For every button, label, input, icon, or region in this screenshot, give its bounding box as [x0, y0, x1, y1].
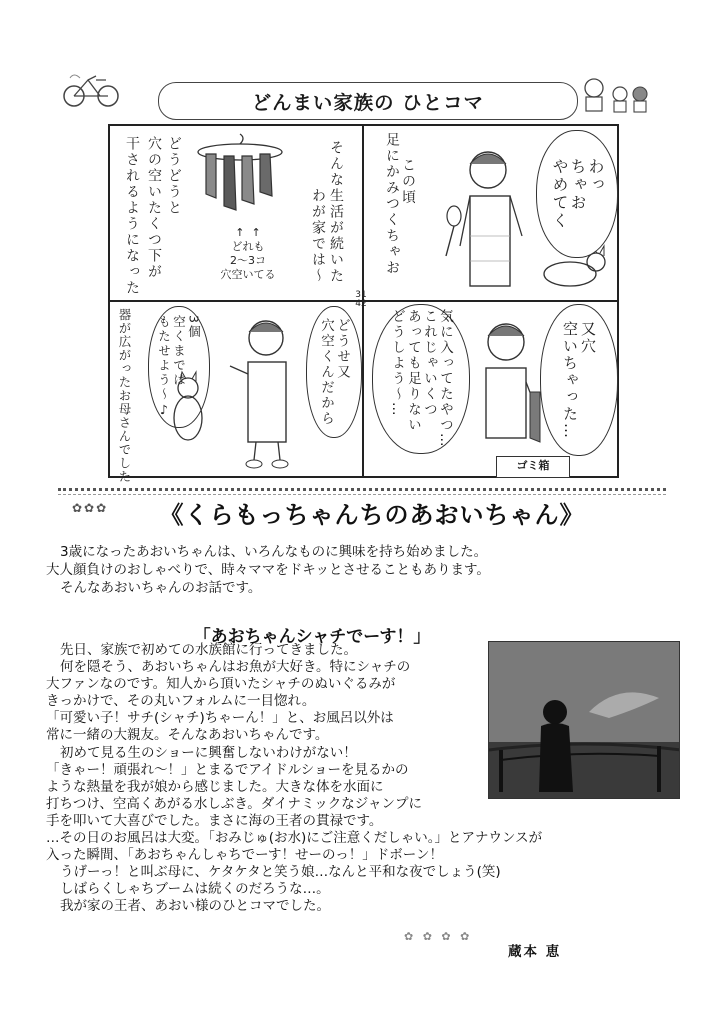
manga-comic	[108, 124, 619, 484]
panel3-thought-text: 気に入ってたやつ… これじゃいくつ あっても足りない どうしよう〜…	[389, 309, 453, 449]
panel-numbers: 31 42	[355, 290, 367, 309]
panel1-speech	[368, 132, 432, 297]
panel4-mother-illustration	[226, 310, 306, 474]
panel3-speech-text: 又穴 空いちゃった…	[561, 320, 597, 440]
flower-decoration-icon: ✿✿✿	[72, 501, 109, 515]
story-line: 入った瞬間、「あおちゃんしゃちでーす！せーのっ！」ドボーン！	[46, 847, 444, 864]
story-line: 何を隠そう、あおいちゃんはお魚が大好き。特にシャチの	[60, 659, 411, 676]
panel1-shout-text: わっ ちゃお やめてく	[550, 158, 605, 230]
panel1-shout-bubble	[536, 130, 618, 258]
panel2-note: ↑ ↑ どれも 2〜3コ 穴空いてる	[220, 226, 276, 281]
story-line: 我が家の王者、あおい様のひとコマでした。	[60, 898, 330, 915]
panel3-speech-bubble	[540, 304, 618, 456]
intro-line: 大人顔負けのおしゃべりで、時々ママをドキッとさせることもあります。	[46, 562, 490, 578]
story-line: 大ファンなのです。知人から頂いたシャチのぬいぐるみが	[46, 676, 396, 693]
trash-box-label: ゴミ箱	[516, 459, 550, 472]
panel4-narration: 器が広がったお母さんでした	[117, 308, 132, 484]
story-line: しばらくしゃちブームは続くのだろうな…。	[60, 881, 330, 898]
panel3-mother-illustration	[470, 312, 542, 452]
story-line: …その日のお風呂は大変。「おみじゅ(お水)にご注意くだしゃい。」とアナウンスが	[46, 830, 543, 847]
story-line: 初めて見る生のショーに興奮しないわけがない！	[60, 744, 357, 761]
aquarium-photo	[488, 641, 680, 799]
story-line: 常に一緒の大親友。そんなあおいちゃんです。	[46, 727, 329, 744]
panel4-cat-illustration	[158, 370, 218, 450]
panel1-mother-illustration	[440, 136, 530, 298]
section-separator	[58, 488, 666, 491]
panel2-narration-3: 干されるようになった	[124, 136, 140, 296]
intro-line: そんなあおいちゃんのお話です。	[60, 580, 262, 596]
panel2-narration-2: 穴の空いたくつ下が	[146, 136, 162, 280]
aquarium-photo-image	[489, 642, 680, 799]
panel4-speech-bubble	[306, 306, 362, 438]
bicycle-illustration-icon	[60, 70, 124, 108]
panel1-narration-2: わが家では〜	[310, 188, 326, 284]
panel4-speech-text: どうせ又 穴空くんだから	[318, 317, 350, 427]
panel3-thought-bubble	[372, 304, 470, 454]
section-title: 《くらもっちゃんちのあおいちゃん》	[159, 501, 585, 529]
author-name: 蔵本 恵	[508, 944, 562, 960]
panel1-speech-text: この頃 足にかみつくちゃお	[384, 132, 416, 276]
story-title: 「あおちゃんシャチでーす！」	[193, 627, 431, 647]
intro-paragraph	[46, 543, 666, 597]
story-line: 先日、家族で初めての水族館に行ってきました。	[60, 642, 357, 658]
story-line: うげーっ！と叫ぶ母に、ケタケタと笑う娘…なんと平和な夜でしょう(笑)	[60, 864, 501, 881]
intro-line: 3歳になったあおいちゃんは、いろんなものに興味を持ち始めました。	[60, 544, 488, 560]
panel2-sock-hanger-illustration	[192, 132, 288, 232]
panel4-thought-text: 3個 空くまでは もたせよう〜♪	[156, 315, 202, 419]
panel1-narration-1: そんな生活が続いた	[328, 140, 344, 284]
characters-illustration-icon	[578, 72, 654, 116]
story-line: 「きゃー！頑張れ〜！」とまるでアイドルショーを見るかの	[46, 761, 409, 778]
panel2-narration-1: どうどうと	[166, 136, 182, 216]
flower-decoration-icon: ✿ ✿ ✿ ✿	[404, 930, 473, 943]
page-title: どんまい家族の ひとコマ	[251, 91, 485, 114]
story-line: 手を叩いて大喜びでした。まさに海の王者の貫禄です。	[46, 812, 383, 829]
header-banner	[158, 82, 578, 120]
story-line: ような熱量を我が娘から感じました。大きな体を水面に	[46, 778, 384, 795]
story-line: 打ちつけ、空高くあがる水しぶき。ダイナミックなジャンプに	[46, 795, 422, 812]
story-line: きっかけで、その丸いフォルムに一目惚れ。	[46, 693, 316, 710]
story-line: 「可愛い子！サチ(シャチ)ちゃーん！」と、お風呂以外は	[46, 710, 394, 727]
trash-box	[496, 456, 570, 478]
